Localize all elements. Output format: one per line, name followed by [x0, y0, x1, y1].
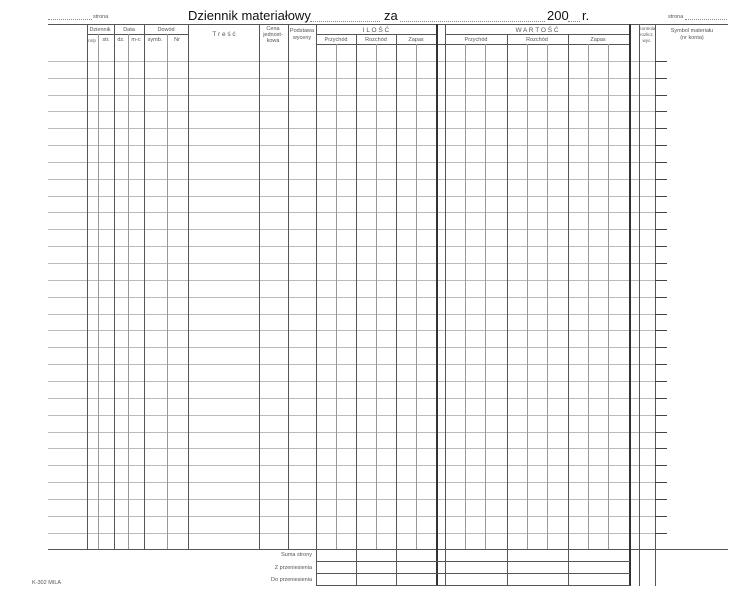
table-row-rule	[48, 229, 655, 230]
symbol-row-tick	[655, 95, 667, 96]
footer-suma-strony: Suma strony	[281, 552, 312, 558]
col-line-wartosc-grid-1	[465, 44, 466, 549]
col-line-ilosc-grid-3	[416, 44, 417, 549]
symbol-row-tick	[655, 415, 667, 416]
col-header-kontrola-3: wyc.	[642, 38, 652, 43]
strona-left-label: strona	[93, 14, 109, 20]
strona-right-dotline	[685, 19, 727, 20]
col-line-tresc-left	[188, 24, 189, 549]
za-dotline	[400, 21, 545, 22]
col-header-ilosc-rozchod: Rozchód	[365, 37, 387, 43]
subheader-line-dziennik	[87, 34, 189, 35]
col-header-cena-3: kowa	[266, 38, 280, 44]
col-header-dziennik: Dziennik	[89, 27, 111, 33]
col-header-ilosc-przychod: Przychód	[324, 37, 348, 43]
col-line-ilosc-left	[316, 24, 317, 586]
col-header-data-dz: dz.	[117, 37, 125, 43]
symbol-row-tick	[655, 330, 667, 331]
col-line-podstawa-left	[288, 24, 289, 549]
symbol-row-tick	[655, 111, 667, 112]
col-header-dziennik-nr: nr/p	[88, 38, 96, 43]
symbol-row-tick	[655, 229, 667, 230]
symbol-row-tick	[655, 246, 667, 247]
symbol-row-tick	[655, 196, 667, 197]
col-line-wartosc-right	[629, 24, 631, 586]
symbol-row-tick	[655, 499, 667, 500]
symbol-row-tick	[655, 297, 667, 298]
symbol-row-tick	[655, 61, 667, 62]
col-header-data: Data	[123, 27, 135, 33]
table-bottom-border	[48, 549, 728, 550]
footer-z-przeniesienia: Z przeniesienia	[274, 565, 312, 571]
col-header-podstawa-1: Podstawa	[289, 28, 315, 34]
year-suffix: r.	[582, 8, 590, 23]
footer-line-1	[316, 561, 630, 562]
col-header-dziennik-str: str.	[102, 37, 110, 43]
title-dotline	[310, 21, 380, 22]
col-header-dowod: Dowód	[157, 27, 175, 33]
col-header-cena-1: Cena	[266, 26, 280, 32]
col-line-wartosc-zapas	[568, 34, 569, 586]
table-row-rule	[48, 61, 655, 62]
table-row-rule	[48, 465, 655, 466]
col-line-ilosc-zapas	[396, 34, 397, 586]
table-row-rule	[48, 398, 655, 399]
col-line-ilosc-grid-1	[336, 44, 337, 549]
col-line-wartosc-rozchod	[507, 34, 508, 586]
table-row-rule	[48, 162, 655, 163]
header-bottom-line	[316, 44, 630, 45]
col-line-data-mid	[128, 34, 129, 549]
table-row-rule	[48, 330, 655, 331]
col-header-tresc: T r e ś ć	[212, 31, 236, 38]
col-header-kontrola-2: rozlicz.	[639, 32, 655, 37]
symbol-row-tick	[655, 465, 667, 466]
table-row-rule	[48, 364, 655, 365]
subheader-line-wartosc	[446, 34, 630, 35]
symbol-row-tick	[655, 448, 667, 449]
symbol-row-tick	[655, 398, 667, 399]
col-header-dowod-symb: symb.	[147, 37, 163, 43]
col-line-ilosc-grid-2	[376, 44, 377, 549]
table-row-rule	[48, 533, 655, 534]
col-header-podstawa-2: wyceny	[292, 35, 312, 41]
symbol-row-tick	[655, 128, 667, 129]
table-row-rule	[48, 95, 655, 96]
table-row-rule	[48, 145, 655, 146]
col-line-dowod-mid	[167, 34, 168, 549]
col-header-kontrola-1: Kontrola	[638, 26, 656, 31]
symbol-row-tick	[655, 432, 667, 433]
table-row-rule	[48, 381, 655, 382]
col-line-data-left	[114, 24, 115, 549]
table-top-border	[48, 24, 728, 25]
symbol-row-tick	[655, 263, 667, 264]
col-header-wartosc: W A R T O Ś Ć	[515, 27, 559, 34]
table-row-rule	[48, 179, 655, 180]
col-line-ilosc-right	[436, 24, 438, 586]
table-row-rule	[48, 415, 655, 416]
col-header-symbol-1: Symbol materiału	[670, 28, 714, 34]
col-header-data-mc: m-c	[131, 37, 141, 43]
table-row-rule	[48, 280, 655, 281]
symbol-row-tick	[655, 145, 667, 146]
col-line-wartosc-grid-2	[485, 44, 486, 549]
col-line-dziennik-left	[87, 24, 88, 549]
year-prefix: 200	[547, 8, 569, 23]
table-row-rule	[48, 111, 655, 112]
col-header-wartosc-zapas: Zapas	[590, 37, 606, 43]
year-dotline	[568, 21, 580, 22]
table-row-rule	[48, 78, 655, 79]
symbol-row-tick	[655, 381, 667, 382]
table-row-rule	[48, 314, 655, 315]
symbol-row-tick	[655, 78, 667, 79]
footer-do-przeniesienia: Do przeniesienia	[271, 577, 312, 583]
col-header-ilosc: I L O Ś Ć	[362, 27, 390, 34]
subheader-line-ilosc	[316, 34, 437, 35]
col-line-dziennik-mid	[98, 34, 99, 549]
symbol-row-tick	[655, 364, 667, 365]
col-header-symbol-2: (nr konta)	[680, 35, 704, 41]
symbol-row-tick	[655, 516, 667, 517]
col-line-symbol-left	[655, 24, 656, 586]
col-header-wartosc-przychod: Przychód	[464, 37, 488, 43]
form-code: K-302 MILA	[32, 580, 62, 586]
col-header-dowod-nr: Nr	[174, 37, 180, 43]
col-line-wartosc-grid-3	[527, 44, 528, 549]
col-line-wartosc-left	[445, 24, 446, 586]
col-line-kontrola-left	[639, 24, 640, 586]
za-label: za	[384, 8, 398, 23]
strona-left-dotline	[48, 19, 92, 20]
footer-bottom-line	[316, 585, 630, 586]
table-row-rule	[48, 347, 655, 348]
table-row-rule	[48, 432, 655, 433]
strona-right-label: strona	[668, 14, 684, 20]
table-row-rule	[48, 448, 655, 449]
symbol-row-tick	[655, 314, 667, 315]
col-line-ilosc-rozchod	[356, 34, 357, 586]
col-header-wartosc-rozchod: Rozchód	[526, 37, 548, 43]
footer-line-2	[316, 573, 630, 574]
symbol-row-tick	[655, 347, 667, 348]
table-row-rule	[48, 482, 655, 483]
symbol-row-tick	[655, 482, 667, 483]
col-header-ilosc-zapas: Zapas	[408, 37, 424, 43]
col-line-wartosc-grid-4	[547, 44, 548, 549]
table-row-rule	[48, 499, 655, 500]
table-row-rule	[48, 516, 655, 517]
symbol-row-tick	[655, 280, 667, 281]
symbol-row-tick	[655, 162, 667, 163]
table-row-rule	[48, 128, 655, 129]
table-row-rule	[48, 297, 655, 298]
col-line-wartosc-grid-6	[608, 44, 609, 549]
table-row-rule	[48, 246, 655, 247]
page-title: Dziennik materiałowy	[188, 8, 311, 23]
col-line-cena-left	[259, 24, 260, 549]
table-row-rule	[48, 212, 655, 213]
table-row-rule	[48, 196, 655, 197]
col-header-cena-2: jednost-	[263, 32, 283, 38]
col-line-wartosc-grid-5	[588, 44, 589, 549]
col-line-dowod-left	[144, 24, 145, 549]
symbol-row-tick	[655, 212, 667, 213]
table-row-rule	[48, 263, 655, 264]
symbol-row-tick	[655, 179, 667, 180]
symbol-row-tick	[655, 533, 667, 534]
